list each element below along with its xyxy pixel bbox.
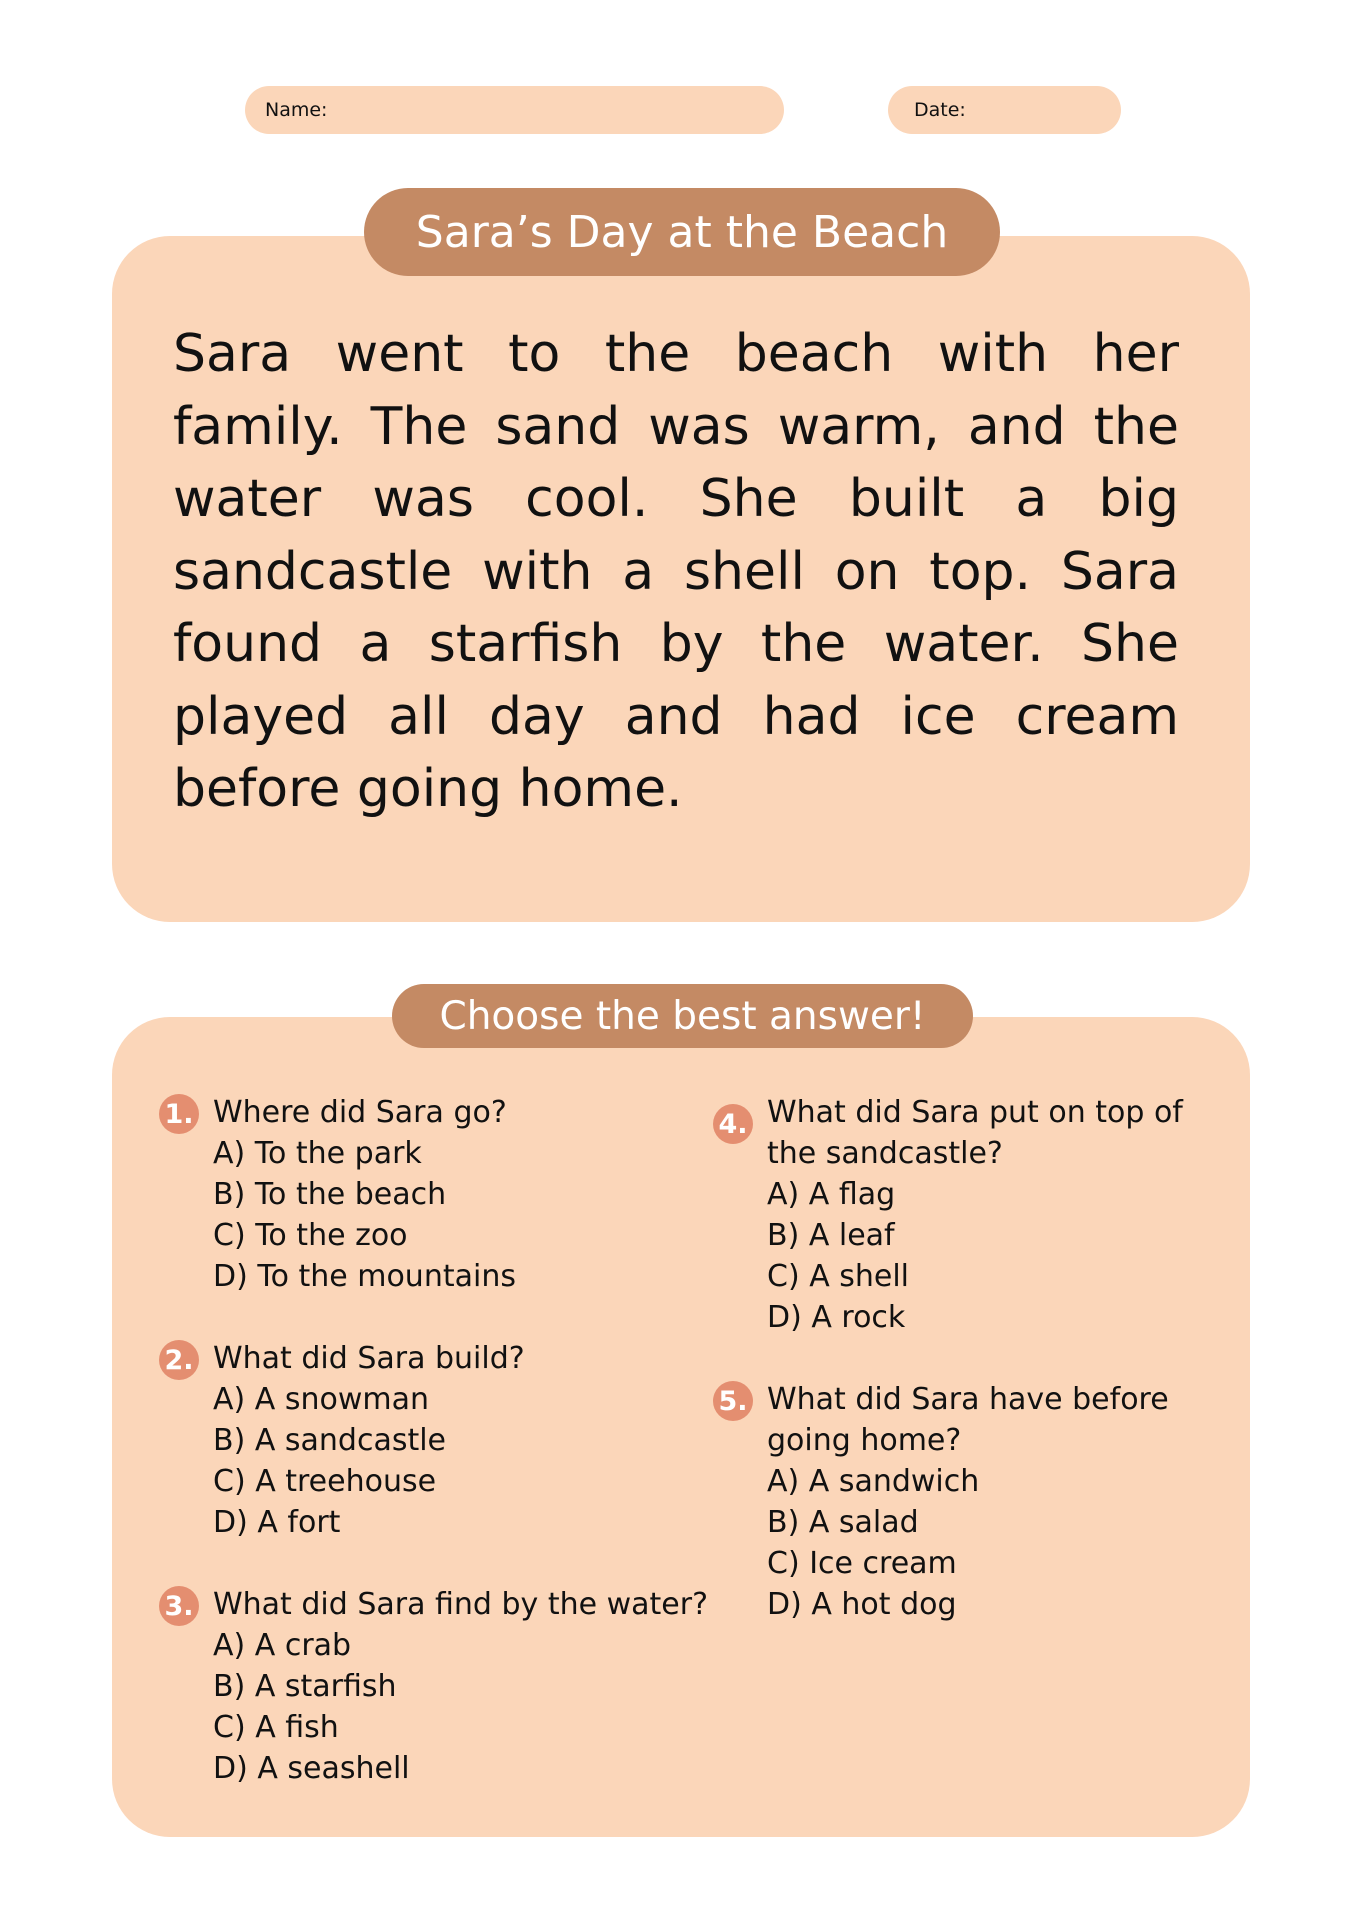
question-text: Where did Sara go? (213, 1095, 507, 1130)
question-text: What did Sara have before going home? (767, 1382, 1169, 1458)
question-4 (718, 1092, 1207, 1338)
answer-option[interactable]: A) A flag (767, 1177, 896, 1212)
question-number-badge: 1. (159, 1094, 199, 1134)
answer-option[interactable]: D) A hot dog (767, 1587, 957, 1622)
name-label: Name: (265, 99, 328, 121)
answer-option[interactable]: B) To the beach (213, 1177, 447, 1212)
answer-option[interactable]: C) A treehouse (213, 1464, 437, 1499)
answer-option[interactable]: B) A leaf (767, 1218, 895, 1253)
date-field[interactable] (888, 86, 1121, 134)
story-title: Sara’s Day at the Beach (364, 188, 1000, 276)
question-number-badge: 4. (713, 1104, 753, 1144)
quiz-title: Choose the best answer! (392, 984, 973, 1048)
answer-options (213, 1133, 713, 1297)
answer-option[interactable]: D) A rock (767, 1300, 906, 1335)
question-text: What did Sara put on top of the sandcastle? (767, 1095, 1183, 1171)
answer-option[interactable]: D) A fort (213, 1505, 341, 1540)
question-number-badge: 5. (713, 1381, 753, 1421)
answer-option[interactable]: A) A sandwich (767, 1464, 980, 1499)
name-field[interactable] (245, 86, 784, 134)
question-3 (164, 1584, 733, 1789)
answer-option[interactable]: A) To the park (213, 1136, 422, 1171)
question-1 (164, 1092, 713, 1297)
question-2 (164, 1338, 713, 1543)
answer-options (767, 1461, 1207, 1625)
answer-options (767, 1174, 1207, 1338)
answer-option[interactable]: B) A salad (767, 1505, 919, 1540)
answer-options (213, 1625, 733, 1789)
answer-option[interactable]: C) A fish (213, 1710, 339, 1745)
answer-option[interactable]: A) A crab (213, 1628, 352, 1663)
answer-option[interactable]: C) A shell (767, 1259, 910, 1294)
answer-option[interactable]: B) A starfish (213, 1669, 397, 1704)
answer-option[interactable]: D) To the mountains (213, 1259, 516, 1294)
question-text: What did Sara find by the water? (213, 1587, 708, 1622)
answer-options (213, 1379, 713, 1543)
answer-option[interactable]: C) Ice cream (767, 1546, 957, 1581)
question-number-badge: 2. (159, 1340, 199, 1380)
date-label: Date: (914, 99, 966, 121)
story-text: Sara went to the beach with her family. The sand was warm, and the water was cool. She built a big sandcastle with a shell on top. Sara found a starfish by the water. She played all day and had ice cream before going home. (173, 324, 1179, 819)
answer-option[interactable]: A) A snowman (213, 1382, 429, 1417)
answer-option[interactable]: C) To the zoo (213, 1218, 408, 1253)
question-text: What did Sara build? (213, 1341, 525, 1376)
question-number-badge: 3. (159, 1586, 199, 1626)
answer-option[interactable]: D) A seashell (213, 1751, 410, 1786)
answer-option[interactable]: B) A sandcastle (213, 1423, 447, 1458)
question-5 (718, 1379, 1207, 1625)
